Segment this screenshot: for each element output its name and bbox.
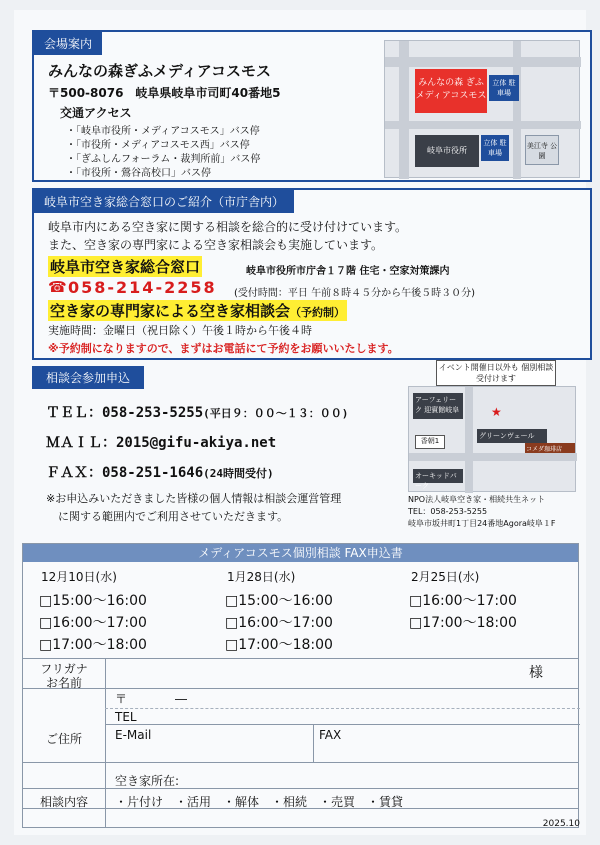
privacy-note-2: に関する範囲内でご利用させていただきます。 [58, 510, 289, 523]
reservation-note: ※予約制になりますので、まずはお電話にて予約をお願いいたします。 [48, 342, 399, 355]
furigana-label: フリガナ [40, 662, 88, 676]
email-field[interactable]: E-Mail [115, 728, 152, 742]
okido-block: オーキッドパーク [413, 469, 463, 483]
venue-map [384, 40, 580, 178]
apply-section [32, 363, 592, 536]
kakuta-block: 香朝1 [415, 435, 445, 449]
consult-items[interactable]: ・片付け ・活用 ・解体 ・相続 ・売買 ・賃貸 [115, 795, 404, 809]
phone-icon: ☎ [48, 278, 67, 296]
office-phone-hours: (受付時間：平日 午前８時４５分から午後５時３０分) [234, 288, 475, 299]
media-cosmos-label: みんなの森 ぎふ メディアコスモス [415, 78, 487, 101]
name-field[interactable] [107, 659, 577, 687]
green-block: グリーンヴェール [477, 429, 547, 443]
date-3: 2月25日(水) [411, 570, 480, 584]
office-star-icon: ★ [491, 405, 502, 419]
venue-address: 〒500-8076 岐阜県岐阜市司町40番地5 [48, 86, 281, 100]
access-title: 交通アクセス [60, 106, 132, 120]
fax-form [22, 543, 579, 828]
office-desc-1: 岐阜市内にある空き家に関する相談を総合的に受け付けています。 [48, 220, 408, 234]
consult-title: 空き家の専門家による空き家相談会（予約制） [50, 302, 346, 320]
akiya-location-field[interactable]: 空き家所在: [115, 774, 180, 788]
consult-schedule: 実施時間：金曜日（祝日除く）午後１時から午後４時 [48, 324, 312, 337]
tel-line: ＴＥＬ：058-253-5255(平日９：００～１３：００) [46, 405, 349, 421]
mail-line: ＭＡＩＬ：2015@gifu-akiya.net [46, 435, 277, 451]
consult-label: 相談内容 [39, 795, 88, 809]
slot-2-1[interactable]: □15:00～16:00 [225, 593, 333, 609]
window-location: 岐阜市役所市庁舎１７階 住宅・空家対策課内 [246, 266, 450, 277]
office-section-title: 岐阜市空き家総合窓口のご紹介（市庁舎内） [34, 190, 294, 213]
tel-field[interactable]: TEL [115, 710, 137, 724]
fax-line: ＦＡＸ：058-251-1646(24時間受付) [46, 465, 274, 481]
address-label: ご住所 [45, 732, 82, 746]
slot-2-3[interactable]: □17:00～18:00 [225, 637, 333, 653]
slot-1-3[interactable]: □17:00～18:00 [39, 637, 147, 653]
footer-date: 2025.10 [542, 819, 580, 829]
bus-stop-1: ・「岐阜市役所・メディアコスモス」バス停 [66, 126, 260, 137]
slot-2-2[interactable]: □16:00～17:00 [225, 615, 333, 631]
privacy-note-1: ※お申込みいただきました皆様の個人情報は相談会運営管理 [46, 492, 342, 505]
mail-link[interactable]: 2015@gifu-akiya.net [116, 435, 277, 451]
slot-1-2[interactable]: □16:00～17:00 [39, 615, 147, 631]
arcade-block: アーフェリーク 迎賓館岐阜 [413, 393, 463, 419]
office-map [408, 386, 576, 492]
media-cosmos-block [415, 69, 487, 113]
window-name: 岐阜市空き家総合窓口 [50, 258, 201, 276]
venue-name: みんなの森ぎふメディアコスモス [48, 62, 272, 80]
apply-section-title: 相談会参加申込 [32, 366, 144, 389]
office-phone: 058-214-2258 [68, 278, 217, 297]
slot-3-2[interactable]: □17:00～18:00 [409, 615, 517, 631]
bus-stop-4: ・「市役所・鶯谷高校口」バス停 [66, 168, 211, 179]
fax-form-title: メディアコスモス個別相談 FAX申込書 [23, 544, 578, 562]
venue-section [32, 30, 592, 182]
office-desc-2: また、空き家の専門家による空き家相談会も実施しています。 [48, 238, 384, 252]
fax-field[interactable]: FAX [319, 728, 342, 742]
date-2: 1月28日(水) [227, 570, 296, 584]
komeda-block: コメダ珈琲店 [525, 443, 575, 453]
flyer-sheet [14, 10, 586, 835]
map-callout: イベント開催日以外も 個別相談受付けます [436, 360, 556, 386]
slot-3-1[interactable]: □16:00～17:00 [409, 593, 517, 609]
office-section [32, 188, 592, 360]
bus-stop-2: ・「市役所・メディアコスモス西」バス停 [66, 140, 250, 151]
parking-block-1: 立体 駐車場 [489, 75, 519, 101]
org-name: NPO法人岐阜空き家・相続共生ネット [408, 495, 546, 504]
bus-stop-3: ・「ぎふしんフォーラム・裁判所前」バス停 [66, 154, 261, 165]
org-tel: TEL：058-253-5255 [408, 507, 488, 516]
parking-block-2: 立体 駐車場 [481, 135, 509, 161]
park-block: 美江寺 公園 [525, 135, 559, 165]
date-1: 12月10日(水) [41, 570, 117, 584]
name-label: お名前 [45, 676, 82, 690]
postal-field[interactable]: 〒 ― [115, 692, 188, 706]
slot-1-1[interactable]: □15:00～16:00 [39, 593, 147, 609]
org-address: 岐阜市坂井町1丁目24番地Agora岐阜１F [408, 519, 556, 528]
venue-section-title: 会場案内 [34, 32, 102, 55]
city-hall-block: 岐阜市役所 [415, 135, 479, 167]
sama-label: 様 [529, 665, 543, 681]
